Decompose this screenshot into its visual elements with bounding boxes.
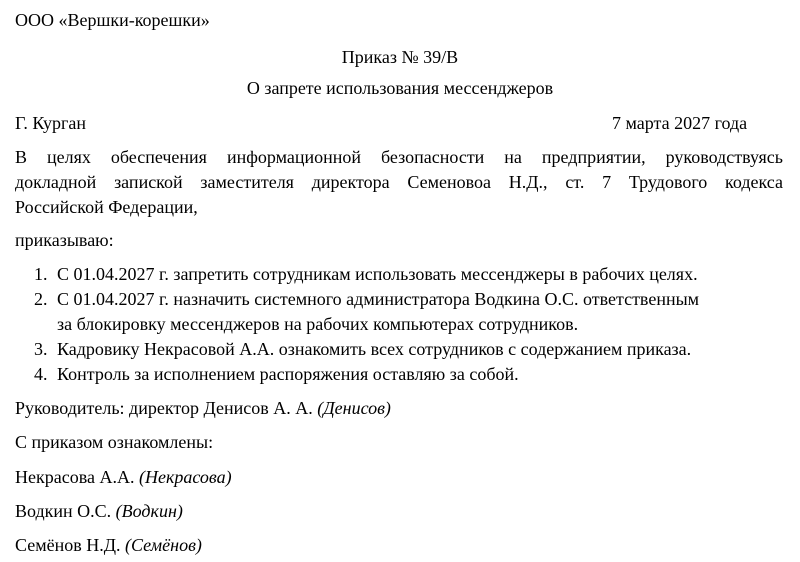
item-text: Кадровику Некрасовой А.А. ознакомить всех сотрудников с содержанием приказа. — [57, 339, 692, 359]
acquainted-entry — [15, 534, 202, 556]
acquainted-entry — [15, 466, 232, 488]
order-title: Приказ № 39/В — [341, 47, 459, 67]
order-subject: О запрете использования мессенджеров — [246, 78, 554, 98]
preamble-line-3: Российской Федерации, — [15, 197, 198, 217]
order-date: 7 марта 2027 года — [612, 113, 748, 133]
company-name: ООО «Вершки-корешки» — [15, 10, 210, 30]
preamble-line-1: В целях обеспечения информационной безопасности на предприятии, руководствуясь — [15, 147, 783, 167]
head-signature-line — [15, 397, 391, 419]
acquainted-name: Семёнов Н.Д. — [15, 535, 121, 555]
item-text-continuation: за блокировку мессенджеров на рабочих компьютерах сотрудников. — [57, 314, 579, 334]
order-word: приказываю: — [15, 230, 114, 250]
acquainted-name: Некрасова А.А. — [15, 467, 135, 487]
item-text: С 01.04.2027 г. назначить системного администратора Водкина О.С. ответственным — [57, 289, 700, 309]
item-number: 1. — [34, 264, 48, 284]
city: Г. Курган — [15, 113, 87, 133]
acquainted-entry — [15, 500, 183, 522]
acquainted-signature: (Некрасова) — [138, 467, 232, 487]
item-number: 3. — [34, 339, 48, 359]
head-signature: (Денисов) — [317, 398, 391, 418]
acquainted-signature: (Водкин) — [115, 501, 183, 521]
item-text: Контроль за исполнением распоряжения оставляю за собой. — [57, 364, 519, 384]
acquainted-label: С приказом ознакомлены: — [15, 432, 214, 452]
item-text: С 01.04.2027 г. запретить сотрудникам использовать мессенджеры в рабочих целях. — [57, 264, 698, 284]
acquainted-signature: (Семёнов) — [125, 535, 202, 555]
acquainted-name: Водкин О.С. — [15, 501, 112, 521]
preamble-line-2: докладной запиской заместителя директора Семеновоа Н.Д., ст. 7 Трудового кодекса — [15, 172, 783, 192]
head-label: Руководитель: директор Денисов А. А. — [15, 398, 313, 418]
item-number: 4. — [34, 364, 48, 384]
item-number: 2. — [34, 289, 48, 309]
